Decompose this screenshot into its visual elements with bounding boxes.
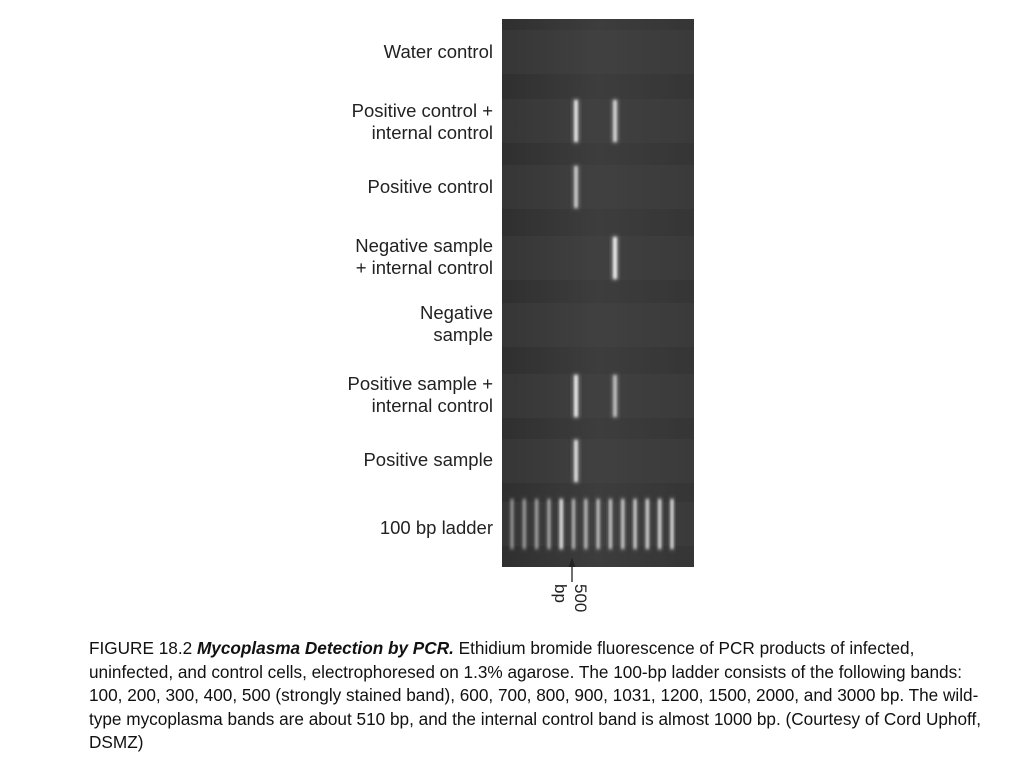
lane-label-negative-sample-internal: [355, 235, 493, 279]
marker-value: 500: [571, 584, 590, 613]
gel-image: [502, 19, 694, 567]
wt-band: [575, 440, 578, 482]
lane-label-positive-sample: [363, 449, 493, 471]
lane-label-positive-control-internal: [352, 100, 493, 144]
ladder-band: [597, 499, 599, 549]
lane-label-line: + internal control: [355, 257, 493, 278]
caption-text: Ethidium bromide fluorescence of PCR products of infected, uninfected, and control cells, electrophoresed on 1.3% agarose. The 100-bp ladder consists of the following bands: 100, 200, 300, 400, 500 (strongly stained band), 600, 700, 800, 900, 1031, 1200, 1500, 2000, and 3000 bp. The wild-type mycoplasma bands are about 510 bp, and the internal control band is almost 1000 bp. (Courtesy of Cord Uphoff, DSMZ): [89, 638, 982, 753]
ladder-band: [511, 499, 513, 549]
lane-label-line: Positive sample: [363, 449, 493, 470]
arrow-up-icon: [569, 558, 576, 582]
ladder-band: [585, 499, 587, 549]
lane-label-line: internal control: [371, 122, 493, 143]
ladder-band: [548, 499, 550, 549]
gel-lane: [502, 165, 694, 209]
lane-label-line: Negative: [419, 302, 493, 323]
ladder-band: [646, 499, 648, 549]
gel-lane: [502, 30, 694, 74]
figure-number: FIGURE 18.2: [89, 638, 193, 658]
lane-label-positive-control: [368, 176, 493, 198]
ladder-band: [560, 499, 562, 549]
wt-band: [575, 166, 578, 208]
ladder-band: [535, 499, 537, 549]
lane-label-line: Positive control +: [351, 100, 493, 121]
figure-title: Mycoplasma Detection by PCR.: [196, 638, 454, 658]
lane-label-line: sample: [433, 324, 493, 345]
gel-lane: [502, 236, 694, 280]
ic-band: [613, 237, 616, 279]
lane-label-line: Positive control: [367, 176, 493, 197]
gel-lane: [502, 303, 694, 347]
ladder-band: [671, 499, 673, 549]
lane-label-line: Water control: [383, 41, 493, 62]
gel-lane: [502, 439, 694, 483]
gel-lane: [502, 99, 694, 143]
lane-label-line: 100 bp ladder: [379, 517, 493, 538]
lane-label-water-control: [384, 41, 493, 63]
gel-lane: [502, 374, 694, 418]
ladder-band: [622, 499, 624, 549]
lane-label-line: internal control: [371, 395, 493, 416]
ic-band: [613, 375, 616, 417]
ladder-band: [523, 499, 525, 549]
wt-band: [575, 375, 578, 417]
wt-band: [575, 100, 578, 142]
ladder-band: [609, 499, 611, 549]
lane-label-line: Negative sample: [355, 235, 493, 256]
ladder-band: [658, 499, 660, 549]
figure-caption: [89, 637, 989, 755]
lane-label-line: Positive sample +: [347, 373, 493, 394]
ladder-band: [634, 499, 636, 549]
lane-label-negative-sample: [420, 302, 493, 346]
marker-unit: bp: [551, 584, 570, 603]
marker-500bp: [548, 558, 598, 628]
lane-label-ladder: [380, 517, 493, 539]
lane-label-positive-sample-internal: [348, 373, 494, 417]
ladder-band: [572, 499, 574, 549]
ic-band: [613, 100, 616, 142]
